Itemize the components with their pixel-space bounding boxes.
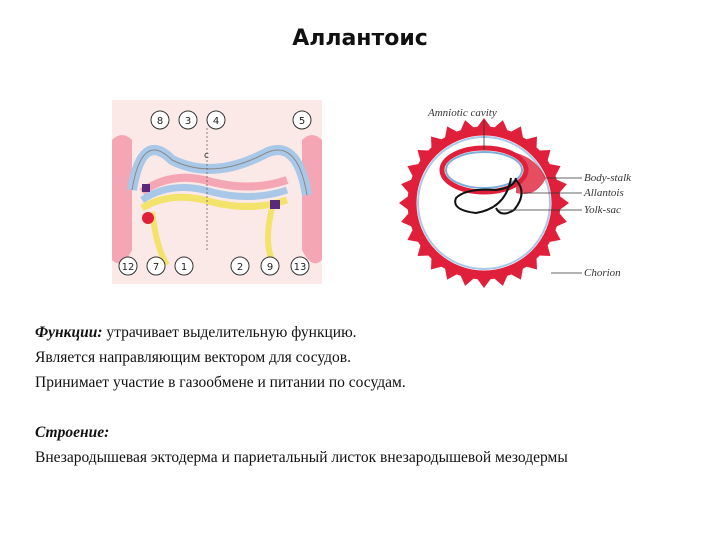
villus xyxy=(399,196,408,210)
callout-3: 3 xyxy=(184,116,192,127)
description-text xyxy=(35,320,695,470)
callout-9: 9 xyxy=(266,262,274,273)
label-yolk-sac: Yolk-sac xyxy=(584,204,621,216)
label-amniotic-cavity: Amniotic cavity xyxy=(428,107,497,119)
callout-1: 1 xyxy=(180,262,188,273)
slide-title: Аллантоис xyxy=(292,26,428,51)
label-body-stalk: Body-stalk xyxy=(584,172,632,184)
callout-4: 4 xyxy=(212,116,220,127)
vessel-right xyxy=(270,200,280,209)
cavity-letter: c xyxy=(204,151,209,161)
vessel-left xyxy=(142,212,154,224)
callout-12: 12 xyxy=(121,262,135,273)
functions-label: Функции: xyxy=(35,324,103,341)
villus xyxy=(477,279,491,288)
structure-line-label xyxy=(35,420,695,445)
callout-2: 2 xyxy=(236,262,244,273)
functions-line-3: Принимает участие в газообмене и питании по сосудам. xyxy=(35,374,406,391)
villus xyxy=(560,196,569,210)
callout-7: 7 xyxy=(152,262,160,273)
callout-8: 8 xyxy=(156,116,164,127)
functions-line-2: Является направляющим вектором для сосудов. xyxy=(35,349,351,366)
label-allantois: Allantois xyxy=(584,187,624,199)
structure-label: Строение: xyxy=(35,424,110,441)
callout-13: 13 xyxy=(293,262,307,273)
functions-line-1 xyxy=(35,320,695,345)
chorion-diagram xyxy=(396,98,668,298)
structure-line-text: Внезародышевая эктодерма и париетальный листок внезародышевой мезодермы xyxy=(35,449,568,466)
functions-text-1: утрачивает выделительную функцию. xyxy=(102,324,357,341)
callout-5: 5 xyxy=(298,116,306,127)
label-chorion: Chorion xyxy=(584,267,621,279)
embryo-section-diagram xyxy=(112,100,322,284)
